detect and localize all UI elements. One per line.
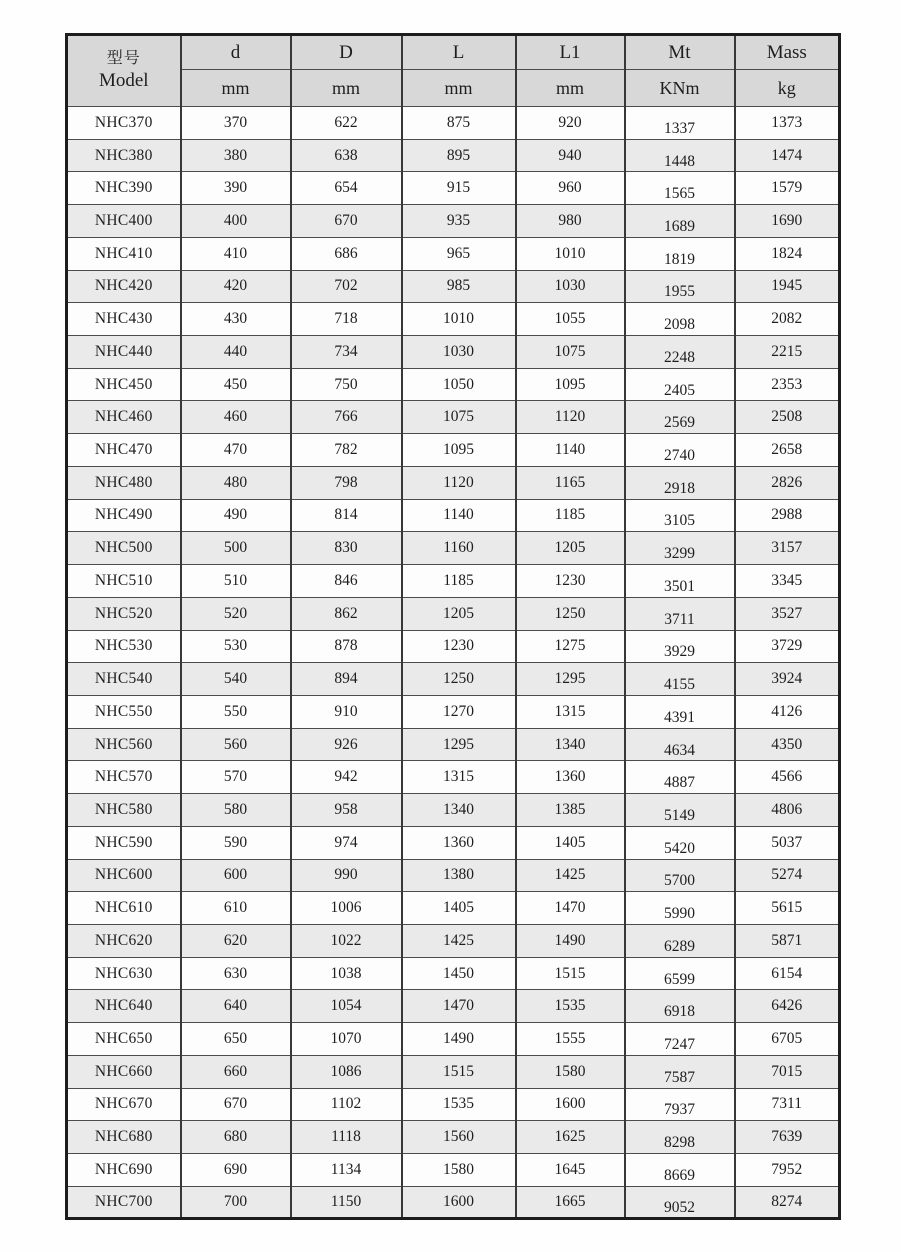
model-cell: NHC700 — [67, 1186, 181, 1219]
value-cell: 1270 — [402, 695, 516, 728]
value-cell: 430 — [181, 303, 291, 336]
value-cell: 3105 — [625, 499, 735, 532]
value-cell: 654 — [291, 172, 402, 205]
value-cell: 1955 — [625, 270, 735, 303]
model-cell: NHC590 — [67, 826, 181, 859]
value-cell: 550 — [181, 695, 291, 728]
model-cell: NHC540 — [67, 663, 181, 696]
value-cell: 1824 — [735, 237, 840, 270]
value-cell: 1470 — [516, 892, 625, 925]
table-row — [67, 1154, 840, 1187]
value-cell: 1425 — [402, 924, 516, 957]
model-cell: NHC680 — [67, 1121, 181, 1154]
table-row — [67, 761, 840, 794]
value-cell: 440 — [181, 336, 291, 369]
value-cell: 630 — [181, 957, 291, 990]
value-cell: 6289 — [625, 924, 735, 957]
value-cell: 370 — [181, 107, 291, 140]
value-cell: 7952 — [735, 1154, 840, 1187]
value-cell: 718 — [291, 303, 402, 336]
table-row — [67, 172, 840, 205]
value-cell: 400 — [181, 205, 291, 238]
value-cell: 3299 — [625, 532, 735, 565]
value-cell: 958 — [291, 794, 402, 827]
value-cell: 3924 — [735, 663, 840, 696]
table-row — [67, 205, 840, 238]
value-cell: 4566 — [735, 761, 840, 794]
model-cell: NHC510 — [67, 565, 181, 598]
value-cell: 460 — [181, 401, 291, 434]
table-row — [67, 336, 840, 369]
value-cell: 1490 — [402, 1023, 516, 1056]
value-cell: 6426 — [735, 990, 840, 1023]
value-cell: 1470 — [402, 990, 516, 1023]
value-cell: 380 — [181, 139, 291, 172]
value-cell: 965 — [402, 237, 516, 270]
value-cell: 846 — [291, 565, 402, 598]
value-cell: 620 — [181, 924, 291, 957]
value-cell: 875 — [402, 107, 516, 140]
value-cell: 7639 — [735, 1121, 840, 1154]
value-cell: 4350 — [735, 728, 840, 761]
value-cell: 1230 — [516, 565, 625, 598]
value-cell: 1425 — [516, 859, 625, 892]
value-cell: 560 — [181, 728, 291, 761]
value-cell: 910 — [291, 695, 402, 728]
table-row — [67, 270, 840, 303]
value-cell: 8298 — [625, 1121, 735, 1154]
table-row — [67, 630, 840, 663]
table-row — [67, 990, 840, 1023]
table-row — [67, 303, 840, 336]
model-cell: NHC610 — [67, 892, 181, 925]
model-cell: NHC420 — [67, 270, 181, 303]
value-cell: 980 — [516, 205, 625, 238]
value-cell: 6918 — [625, 990, 735, 1023]
header-unit-D: mm — [291, 70, 402, 107]
value-cell: 1295 — [402, 728, 516, 761]
value-cell: 2918 — [625, 466, 735, 499]
value-cell: 1010 — [516, 237, 625, 270]
value-cell: 1095 — [516, 368, 625, 401]
model-cell: NHC630 — [67, 957, 181, 990]
header-col-L1: L1 — [516, 35, 625, 70]
value-cell: 4391 — [625, 695, 735, 728]
table-row — [67, 957, 840, 990]
model-cell: NHC570 — [67, 761, 181, 794]
table-row — [67, 859, 840, 892]
table-row — [67, 499, 840, 532]
model-cell: NHC620 — [67, 924, 181, 957]
value-cell: 9052 — [625, 1186, 735, 1219]
table-row — [67, 695, 840, 728]
model-cell: NHC530 — [67, 630, 181, 663]
value-cell: 622 — [291, 107, 402, 140]
table-row — [67, 924, 840, 957]
model-cell: NHC560 — [67, 728, 181, 761]
value-cell: 520 — [181, 597, 291, 630]
value-cell: 1580 — [516, 1055, 625, 1088]
model-cell: NHC390 — [67, 172, 181, 205]
value-cell: 638 — [291, 139, 402, 172]
value-cell: 1405 — [516, 826, 625, 859]
header-unit-d: mm — [181, 70, 291, 107]
value-cell: 6599 — [625, 957, 735, 990]
value-cell: 1118 — [291, 1121, 402, 1154]
value-cell: 580 — [181, 794, 291, 827]
value-cell: 670 — [181, 1088, 291, 1121]
table-row — [67, 1023, 840, 1056]
header-model-en: Model — [98, 70, 149, 92]
value-cell: 570 — [181, 761, 291, 794]
value-cell: 4806 — [735, 794, 840, 827]
value-cell: 895 — [402, 139, 516, 172]
value-cell: 1250 — [516, 597, 625, 630]
value-cell: 1579 — [735, 172, 840, 205]
value-cell: 990 — [291, 859, 402, 892]
value-cell: 6705 — [735, 1023, 840, 1056]
model-cell: NHC430 — [67, 303, 181, 336]
value-cell: 942 — [291, 761, 402, 794]
value-cell: 540 — [181, 663, 291, 696]
value-cell: 2082 — [735, 303, 840, 336]
table-row — [67, 1088, 840, 1121]
value-cell: 1373 — [735, 107, 840, 140]
value-cell: 1140 — [516, 434, 625, 467]
value-cell: 920 — [516, 107, 625, 140]
value-cell: 1665 — [516, 1186, 625, 1219]
value-cell: 7311 — [735, 1088, 840, 1121]
table-row — [67, 892, 840, 925]
value-cell: 1450 — [402, 957, 516, 990]
value-cell: 5615 — [735, 892, 840, 925]
table-body — [67, 107, 840, 1219]
value-cell: 1185 — [402, 565, 516, 598]
table-row — [67, 1055, 840, 1088]
value-cell: 1535 — [516, 990, 625, 1023]
model-cell: NHC440 — [67, 336, 181, 369]
value-cell: 2098 — [625, 303, 735, 336]
value-cell: 3711 — [625, 597, 735, 630]
header-model-cn: 型号 — [106, 50, 141, 68]
value-cell: 1030 — [516, 270, 625, 303]
table-row — [67, 139, 840, 172]
value-cell: 1448 — [625, 139, 735, 172]
value-cell: 590 — [181, 826, 291, 859]
value-cell: 680 — [181, 1121, 291, 1154]
value-cell: 1055 — [516, 303, 625, 336]
value-cell: 410 — [181, 237, 291, 270]
value-cell: 2988 — [735, 499, 840, 532]
value-cell: 1120 — [402, 466, 516, 499]
value-cell: 5149 — [625, 794, 735, 827]
value-cell: 420 — [181, 270, 291, 303]
model-cell: NHC490 — [67, 499, 181, 532]
value-cell: 1360 — [402, 826, 516, 859]
value-cell: 985 — [402, 270, 516, 303]
model-cell: NHC670 — [67, 1088, 181, 1121]
value-cell: 1086 — [291, 1055, 402, 1088]
value-cell: 700 — [181, 1186, 291, 1219]
value-cell: 1645 — [516, 1154, 625, 1187]
value-cell: 490 — [181, 499, 291, 532]
table-row — [67, 597, 840, 630]
value-cell: 610 — [181, 892, 291, 925]
value-cell: 1150 — [291, 1186, 402, 1219]
value-cell: 1140 — [402, 499, 516, 532]
value-cell: 2740 — [625, 434, 735, 467]
value-cell: 2353 — [735, 368, 840, 401]
value-cell: 960 — [516, 172, 625, 205]
table-row — [67, 1121, 840, 1154]
value-cell: 3929 — [625, 630, 735, 663]
value-cell: 1580 — [402, 1154, 516, 1187]
value-cell: 1555 — [516, 1023, 625, 1056]
model-cell: NHC400 — [67, 205, 181, 238]
model-cell: NHC380 — [67, 139, 181, 172]
header-col-L: L — [402, 35, 516, 70]
value-cell: 1535 — [402, 1088, 516, 1121]
value-cell: 2215 — [735, 336, 840, 369]
value-cell: 640 — [181, 990, 291, 1023]
value-cell: 782 — [291, 434, 402, 467]
header-unit-Mass: kg — [735, 70, 840, 107]
value-cell: 830 — [291, 532, 402, 565]
value-cell: 1689 — [625, 205, 735, 238]
header-row-names — [67, 35, 840, 70]
header-unit-Mt: KNm — [625, 70, 735, 107]
table-row — [67, 401, 840, 434]
value-cell: 1819 — [625, 237, 735, 270]
value-cell: 1006 — [291, 892, 402, 925]
value-cell: 1600 — [516, 1088, 625, 1121]
value-cell: 1250 — [402, 663, 516, 696]
value-cell: 4634 — [625, 728, 735, 761]
value-cell: 878 — [291, 630, 402, 663]
value-cell: 926 — [291, 728, 402, 761]
value-cell: 894 — [291, 663, 402, 696]
value-cell: 4887 — [625, 761, 735, 794]
value-cell: 1120 — [516, 401, 625, 434]
value-cell: 5420 — [625, 826, 735, 859]
value-cell: 814 — [291, 499, 402, 532]
table-row — [67, 434, 840, 467]
value-cell: 1165 — [516, 466, 625, 499]
value-cell: 600 — [181, 859, 291, 892]
value-cell: 7587 — [625, 1055, 735, 1088]
model-cell: NHC480 — [67, 466, 181, 499]
value-cell: 1095 — [402, 434, 516, 467]
value-cell: 2569 — [625, 401, 735, 434]
value-cell: 1054 — [291, 990, 402, 1023]
value-cell: 1205 — [402, 597, 516, 630]
table-row — [67, 237, 840, 270]
value-cell: 7015 — [735, 1055, 840, 1088]
value-cell: 3157 — [735, 532, 840, 565]
value-cell: 766 — [291, 401, 402, 434]
value-cell: 3729 — [735, 630, 840, 663]
value-cell: 2658 — [735, 434, 840, 467]
value-cell: 1315 — [516, 695, 625, 728]
model-cell: NHC470 — [67, 434, 181, 467]
model-cell: NHC600 — [67, 859, 181, 892]
value-cell: 1337 — [625, 107, 735, 140]
value-cell: 798 — [291, 466, 402, 499]
table-header — [67, 35, 840, 107]
value-cell: 1945 — [735, 270, 840, 303]
value-cell: 510 — [181, 565, 291, 598]
value-cell: 2248 — [625, 336, 735, 369]
model-cell: NHC550 — [67, 695, 181, 728]
value-cell: 8669 — [625, 1154, 735, 1187]
table-row — [67, 826, 840, 859]
model-cell: NHC690 — [67, 1154, 181, 1187]
value-cell: 1185 — [516, 499, 625, 532]
value-cell: 1515 — [402, 1055, 516, 1088]
table-row — [67, 728, 840, 761]
value-cell: 1690 — [735, 205, 840, 238]
value-cell: 1050 — [402, 368, 516, 401]
value-cell: 2405 — [625, 368, 735, 401]
table-row — [67, 107, 840, 140]
value-cell: 4155 — [625, 663, 735, 696]
value-cell: 1030 — [402, 336, 516, 369]
value-cell: 670 — [291, 205, 402, 238]
value-cell: 702 — [291, 270, 402, 303]
value-cell: 450 — [181, 368, 291, 401]
value-cell: 5990 — [625, 892, 735, 925]
value-cell: 1022 — [291, 924, 402, 957]
value-cell: 660 — [181, 1055, 291, 1088]
value-cell: 7247 — [625, 1023, 735, 1056]
table-row — [67, 565, 840, 598]
value-cell: 1385 — [516, 794, 625, 827]
model-cell: NHC370 — [67, 107, 181, 140]
value-cell: 6154 — [735, 957, 840, 990]
value-cell: 5037 — [735, 826, 840, 859]
value-cell: 8274 — [735, 1186, 840, 1219]
value-cell: 470 — [181, 434, 291, 467]
value-cell: 750 — [291, 368, 402, 401]
table-row — [67, 532, 840, 565]
value-cell: 1625 — [516, 1121, 625, 1154]
value-cell: 862 — [291, 597, 402, 630]
header-unit-L: mm — [402, 70, 516, 107]
value-cell: 935 — [402, 205, 516, 238]
value-cell: 1474 — [735, 139, 840, 172]
value-cell: 7937 — [625, 1088, 735, 1121]
value-cell: 1075 — [402, 401, 516, 434]
value-cell: 974 — [291, 826, 402, 859]
value-cell: 1560 — [402, 1121, 516, 1154]
header-model — [67, 35, 181, 107]
value-cell: 1102 — [291, 1088, 402, 1121]
model-cell: NHC660 — [67, 1055, 181, 1088]
model-cell: NHC460 — [67, 401, 181, 434]
table-row — [67, 794, 840, 827]
value-cell: 1075 — [516, 336, 625, 369]
value-cell: 1038 — [291, 957, 402, 990]
value-cell: 1515 — [516, 957, 625, 990]
value-cell: 1360 — [516, 761, 625, 794]
table-row — [67, 1186, 840, 1219]
model-cell: NHC520 — [67, 597, 181, 630]
value-cell: 4126 — [735, 695, 840, 728]
header-row-units — [67, 70, 840, 107]
value-cell: 734 — [291, 336, 402, 369]
value-cell: 1340 — [402, 794, 516, 827]
value-cell: 940 — [516, 139, 625, 172]
value-cell: 915 — [402, 172, 516, 205]
value-cell: 3501 — [625, 565, 735, 598]
model-cell: NHC580 — [67, 794, 181, 827]
value-cell: 1600 — [402, 1186, 516, 1219]
value-cell: 1340 — [516, 728, 625, 761]
value-cell: 2508 — [735, 401, 840, 434]
value-cell: 690 — [181, 1154, 291, 1187]
value-cell: 1315 — [402, 761, 516, 794]
value-cell: 390 — [181, 172, 291, 205]
value-cell: 1070 — [291, 1023, 402, 1056]
value-cell: 2826 — [735, 466, 840, 499]
value-cell: 480 — [181, 466, 291, 499]
value-cell: 686 — [291, 237, 402, 270]
value-cell: 3527 — [735, 597, 840, 630]
value-cell: 1405 — [402, 892, 516, 925]
header-unit-L1: mm — [516, 70, 625, 107]
value-cell: 650 — [181, 1023, 291, 1056]
table-row — [67, 368, 840, 401]
spec-table — [65, 33, 841, 1220]
model-cell: NHC500 — [67, 532, 181, 565]
header-col-d: d — [181, 35, 291, 70]
table-row — [67, 663, 840, 696]
header-col-Mass: Mass — [735, 35, 840, 70]
value-cell: 1295 — [516, 663, 625, 696]
value-cell: 500 — [181, 532, 291, 565]
value-cell: 1160 — [402, 532, 516, 565]
value-cell: 1230 — [402, 630, 516, 663]
value-cell: 1010 — [402, 303, 516, 336]
value-cell: 1134 — [291, 1154, 402, 1187]
header-col-D: D — [291, 35, 402, 70]
value-cell: 1490 — [516, 924, 625, 957]
value-cell: 1205 — [516, 532, 625, 565]
value-cell: 1380 — [402, 859, 516, 892]
value-cell: 1565 — [625, 172, 735, 205]
value-cell: 5700 — [625, 859, 735, 892]
table-row — [67, 466, 840, 499]
model-cell: NHC640 — [67, 990, 181, 1023]
value-cell: 5274 — [735, 859, 840, 892]
value-cell: 3345 — [735, 565, 840, 598]
value-cell: 5871 — [735, 924, 840, 957]
model-cell: NHC410 — [67, 237, 181, 270]
model-cell: NHC450 — [67, 368, 181, 401]
value-cell: 530 — [181, 630, 291, 663]
model-cell: NHC650 — [67, 1023, 181, 1056]
header-col-Mt: Mt — [625, 35, 735, 70]
value-cell: 1275 — [516, 630, 625, 663]
